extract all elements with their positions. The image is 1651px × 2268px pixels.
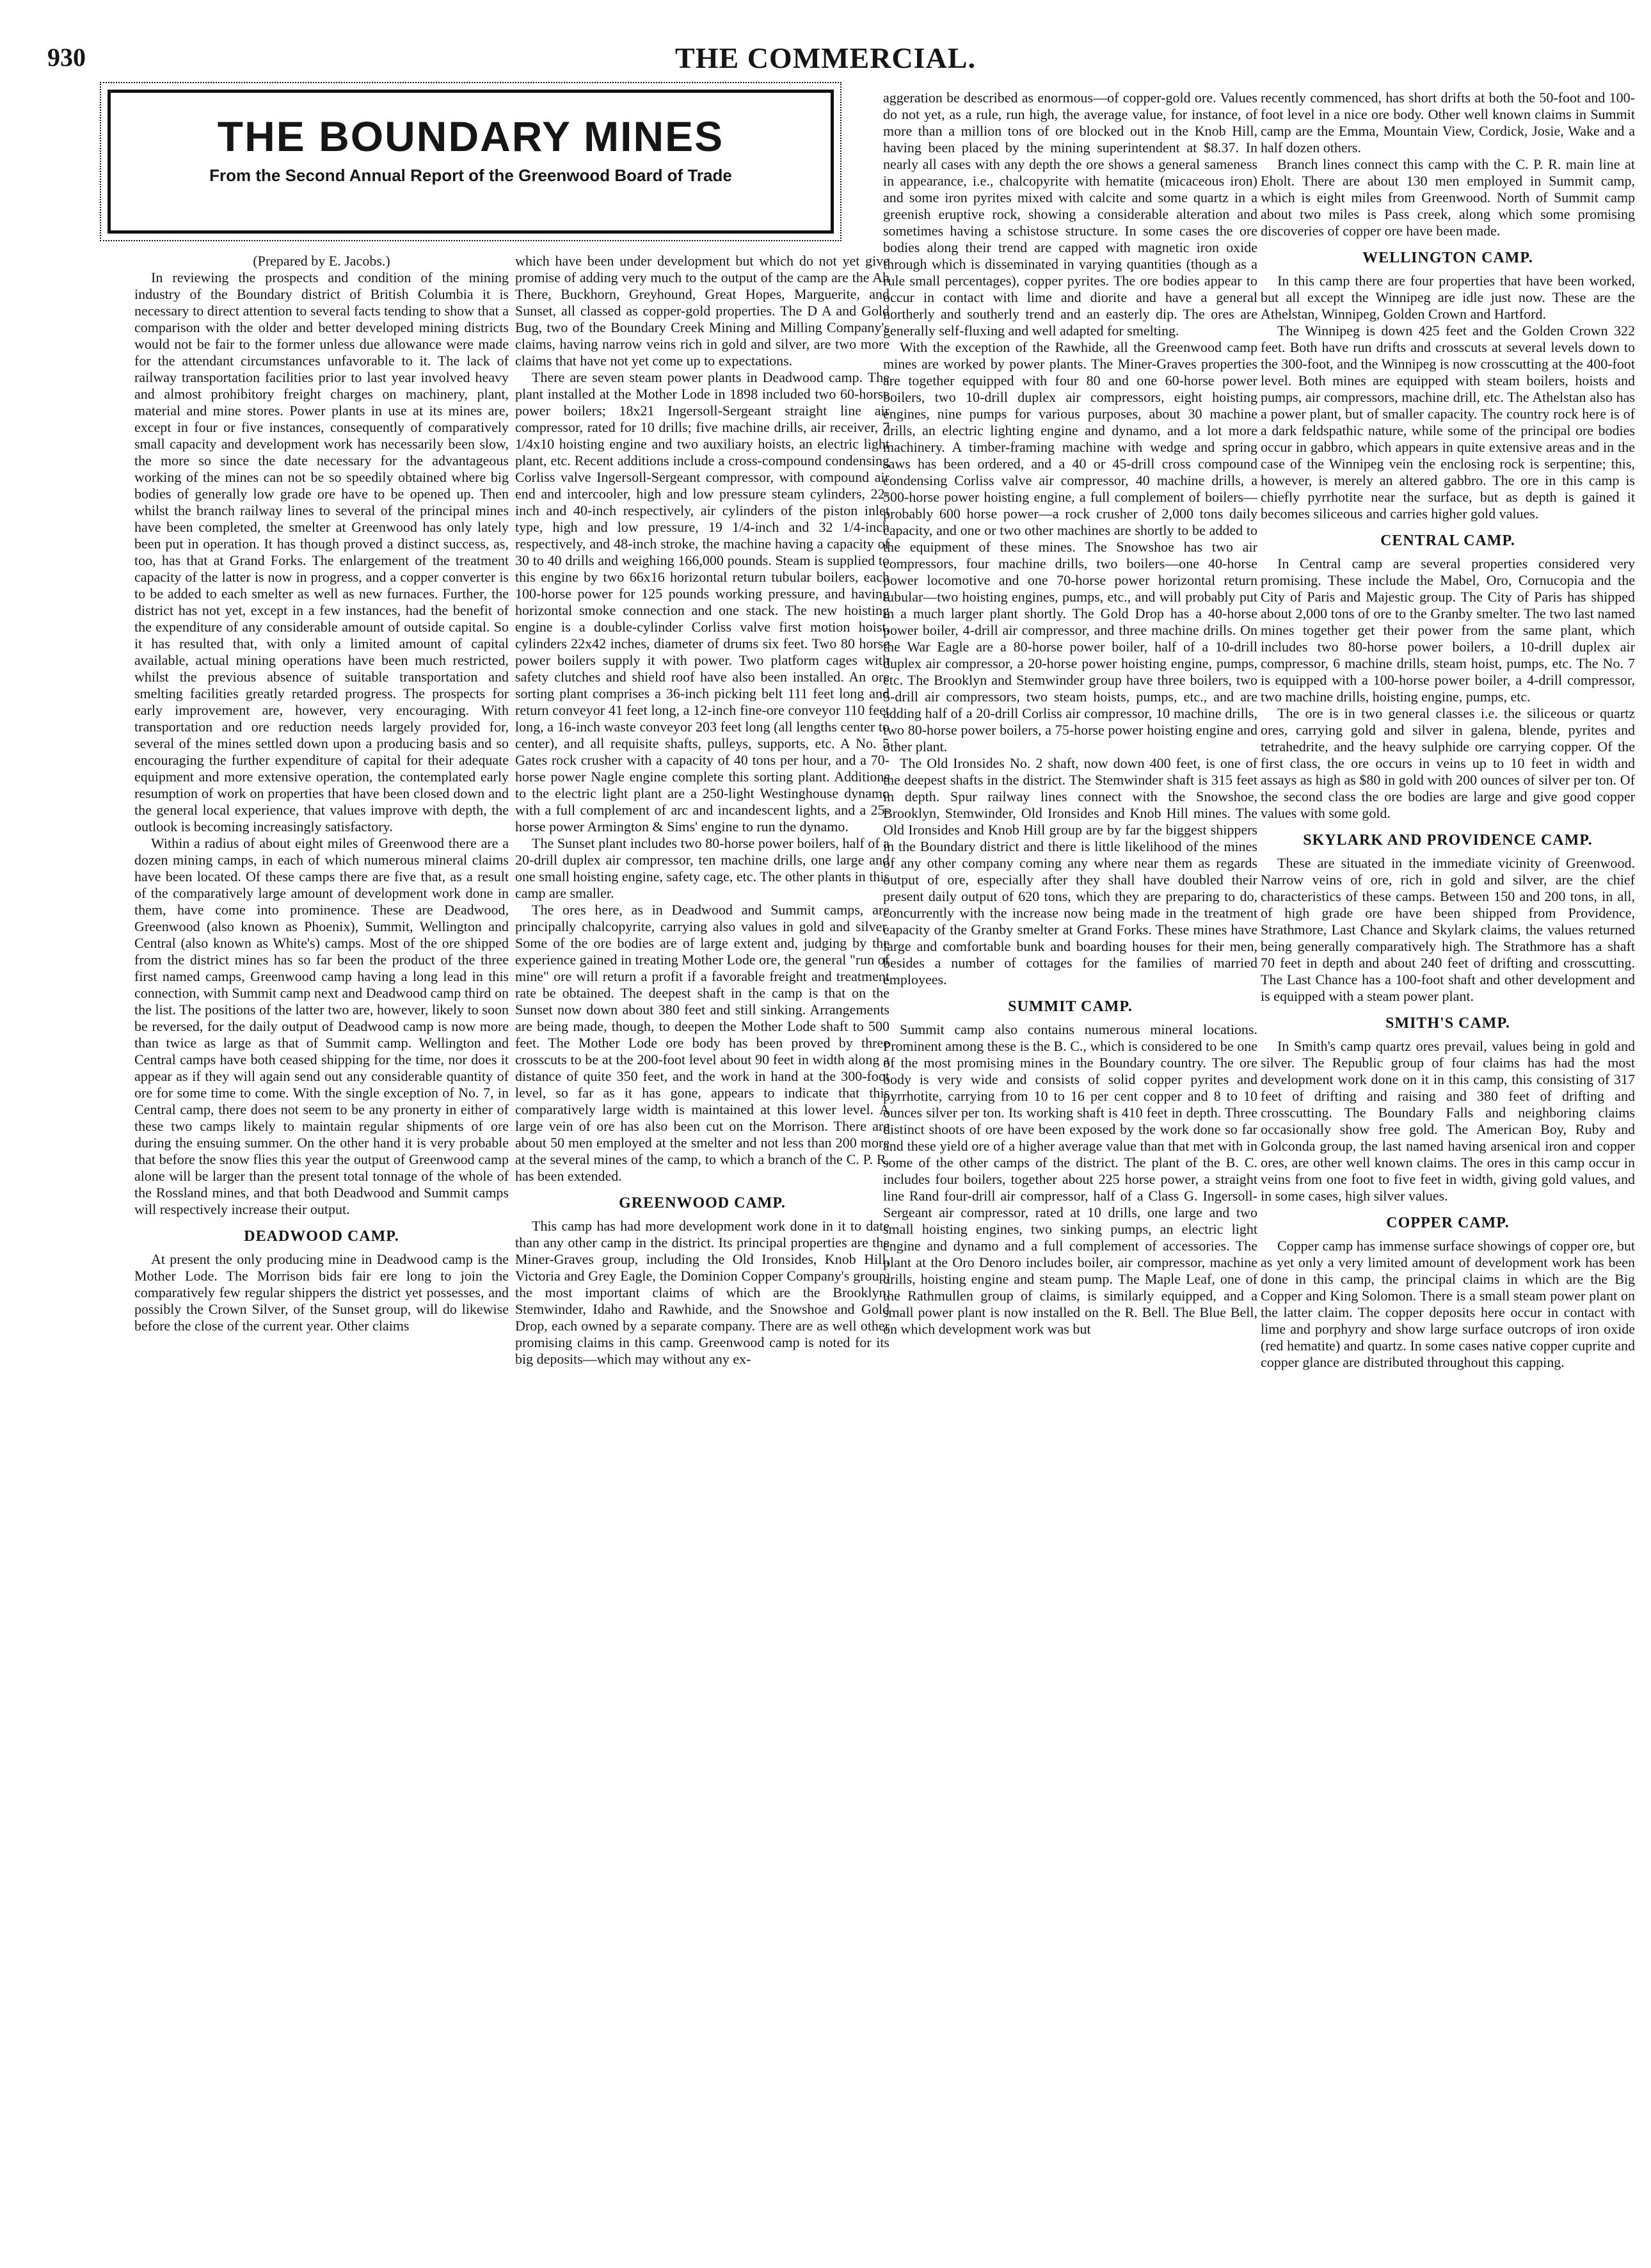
page-number: 930 xyxy=(47,43,86,72)
paragraph: The Old Ironsides No. 2 shaft, now down 400 feet, is one of the deepest shafts in the district. The Stemwinder shaft is 315 feet in depth. Spur railway lines connect with the Snowshoe, Brooklyn, Stemwinder, Old Ironsides and Knob Hill mines. The Old Ironsides and Knob Hill group are by far the biggest shippers in the Boundary district and there is little likelihood of the mines of any other company coming any where near them as regards output of ore, especially after they shall have doubled their present daily output of 620 tons, which they are preparing to do, concurrently with the increase now being made in the treatment capacity of the Granby smelter at Grand Forks. These mines have large and comfortable bunk and boarding houses for their men, besides a number of cottages for the families of married employees. xyxy=(883,755,1257,987)
publication-title: THE COMMERCIAL. xyxy=(675,42,976,74)
paragraph: Copper camp has immense surface showings of copper ore, but as yet only a very limited amount of development work has been done in this camp, the principal claims in which are the Big Copper and King Solomon. There is a small steam power plant on the latter claim. The copper deposits here occur in contact with lime and porphyry and show large surface outcrops of iron oxide (red hematite) and quartz. In some cases native copper cuprite and copper glance are distributed throughout this capping. xyxy=(1261,1238,1635,1370)
paragraph: The Winnipeg is down 425 feet and the Golden Crown 322 feet. Both have run drifts and crosscuts at several levels down to the 300-foot, and the Winnipeg is now crosscutting at the 400-foot level. Both mines are equipped with steam boilers, hoists and pumps, air compressors, machine drill, etc. The Athelstan also has a power plant, but of smaller capacity. The country rock here is of a dark feldspathic nature, while some of the principal ore bodies occur in gabbro, which appears in quite extensive areas and in the case of the Winnipeg vein the enclosing rock is serpentine; this, however, is merely an altered gabbro. The ore in this camp is chiefly pyrrhotite near the surface, but as depth is gained it becomes siliceous and carries higher gold values. xyxy=(1261,323,1635,522)
paragraph: There are seven steam power plants in Deadwood camp. The plant installed at the Mother Lode in 1898 included two 60-horse power boilers; 18x21 Ingersoll-Sergeant straight line air compressor, rated for 10 drills; five machine drills, air receiver, 7 1/4x10 hoisting engine and two auxiliary hoists, an electric light plant, etc. Recent additions include a cross-compound condensing Corliss valve Ingersoll-Sergeant compressor, with compound air end and intercooler, high and low pressure steam cylinders, 22-inch and 40-inch respectively, air cylinders of the piston inlet type, high and low pressure, 19 1/4-inch and 32 1/4-inch respectively, and 48-inch stroke, the machine having a capacity of 30 to 40 drills and weighing 166,000 pounds. Steam is supplied to this engine by two 66x16 horizontal return tubular boilers, each 100-horse power for 125 pounds working pressure, and having horizontal smoke connection and one stack. The new hoisting engine is a double-cylinder Corliss valve first motion hoist, cylinders 22x42 inches, diameter of drums six feet. Two 80 horse power boilers supply it with power. Two platform cages with safety clutches and shield roof have also been installed. An ore sorting plant comprises a 36-inch picking belt 111 feet long and return conveyor 41 feet long, a 12-inch fine-ore conveyor 110 feet long, a 16-inch waste conveyor 203 feet long (all lengths center to center), and all requisite shafts, pulleys, supports, etc. A No. 5 Gates rock crusher with a capacity of 40 tons per hour, and a 70-horse power Nagle engine complete this sorting plant. Additions to the electric light plant are a 250-light Westinghouse dynamo with a full complement of arc and incandescent lights, and a 25-horse power Armington & Sims' engine to run the dynamo. xyxy=(515,369,889,835)
paragraph: The Sunset plant includes two 80-horse power boilers, half of a 20-drill duplex air compressor, ten machine drills, one large and one small hoisting engine, safety cage, etc. The other plants in this camp are smaller. xyxy=(515,835,889,901)
paragraph: At present the only producing mine in Deadwood camp is the Mother Lode. The Morrison bids fair ere long to join the comparatively few regular shippers the district yet possesses, and possibly the Crown Silver, of the Sunset group, will do likewise before the close of the current year. Other claims xyxy=(134,1251,509,1334)
section-heading-skylark: SKYLARK AND PROVIDENCE CAMP. xyxy=(1303,832,1593,849)
paragraph: aggeration be described as enormous—of copper-gold ore. Values do not yet, as a rule, run high, the average value, for instance, of more than a million tons of ore blocked out in the Knob Hill, having been placed by the mining superintendent at $8.37. In nearly all cases with any depth the ore shows a general sameness in appearance, i.e., chalcopyrite with hematite (micaceous iron) and some iron pyrites mixed with calcite and some quartz in a greenish eruptive rock, showing a considerable alteration and sometimes having a schistose structure. In some cases the ore bodies along their trend are capped with magnetic iron oxide through which is disseminated in varying quantities (though as a rule small percentages), copper pyrites. The ore bodies appear to occur in contact with lime and diorite and have a general northerly and southerly trend and an easterly dip. The ores are generally self-fluxing and well adapted for smelting. xyxy=(883,90,1257,339)
section-heading-smiths: SMITH'S CAMP. xyxy=(1385,1015,1510,1032)
paragraph: With the exception of the Rawhide, all the Greenwood camp mines are worked by power plants. The Miner-Graves properties are together equipped with four 80 and one 60-horse power boilers, two 10-drill duplex air compressors, eight hoisting engines, nine pumps for various purposes, about 30 machine drills, an electric lighting engine and dynamo, and a lot more machinery. A timber-framing machine with wedge and spring saws has been ordered, and a 40 or 45-drill cross compound condensing Corliss valve air compressor, 40 machine drills, a 500-horse power hoisting engine, a full complement of boilers—probably 600 horse power—a rock crusher of 2,000 tons daily capacity, and one or two other machines are shortly to be added to the equipment of these mines. The Snowshoe has two air compressors, four machine drills, two boilers—one 40-horse power locomotive and one 70-horse power horizontal return tubular—two hoisting engines, pumps, etc., and will probably put in a much larger plant shortly. The Gold Drop has a 40-horse power boiler, 4-drill air compressor, and three machine drills. On the War Eagle are a 80-horse power boiler, half of a 10-drill duplex air compressor, a 20-horse power hoisting engine, pumps, etc. The Brooklyn and Stemwinder group have three boilers, two 5-drill air compressors, two steam hoists, pumps, etc., and are adding half of a 20-drill Corliss air compressor, 10 machine drills, two 80-horse power boilers, a 75-horse power hoisting engine and other plant. xyxy=(883,339,1257,755)
paragraph: recently commenced, has short drifts at both the 50-foot and 100-foot level in a nice ore body. Other well known claims in Summit camp are the Emma, Mountain View, Cordick, Josie, Wake and a half dozen others. xyxy=(1261,90,1635,156)
paragraph: The ores here, as in Deadwood and Summit camps, are principally chalcopyrite, carrying also values in gold and silver. Some of the ore bodies are of large extent and, judging by the experience gained in treating Mother Lode ore, the general "run of mine" ore will return a profit if a favorable freight and treatment rate be obtained. The deepest shaft in the camp is that on the Sunset now down about 380 feet and still sinking. Arrangements are being made, though, to deepen the Mother Lode shaft to 500 feet. The Mother Lode ore body has been proved by three crosscuts to be at the 200-foot level about 90 feet in width along a distance of quite 350 feet, and the work in hand at the 300-foot level, so far as it has gone, appears to indicate that this comparatively large width is maintained at this lower level. A large vein of ore has also been cut on the Morrison. There are about 50 men employed at the smelter and not less than 200 more at the several mines of the camp, to which a branch of the C. P. R. has been extended. xyxy=(515,902,889,1184)
paragraph: Summit camp also contains numerous mineral locations. Prominent among these is the B. C., which is considered to be one of the most promising mines in the Boundary country. The ore body is very wide and consists of solid copper pyrites and pyrrhotite, carrying from 10 to 16 per cent copper and 8 to 10 ounces silver per ton. Its working shaft is 410 feet in depth. Three distinct shoots of ore have been exposed by the work done so far and these yield ore of a higher average value than that met with in some of the other camps of the district. The plant of the B. C. includes four boilers, together about 225 horse power, a straight line Rand four-drill air compressor, half of a Class G. Ingersoll-Sergeant air compressor, rated at 10 drills, one large and two small hoisting engines, two sinking pumps, an electric light engine and dynamo and a full complement of accessories. The plant at the Oro Denoro includes boiler, air compressor, machine drills, hoisting engine and steam pump. The Maple Leaf, one of the Rathmullen group of claims, is similarly equipped, and a small power plant is now installed on the R. Bell. The Blue Bell, on which development work was but xyxy=(883,1021,1257,1337)
paragraph: In reviewing the prospects and condition of the mining industry of the Boundary district of British Columbia it is necessary to direct attention to several facts tending to show that a comparison with the older and better developed mining districts would not be fair to the former unless due allowance were made for the attendant circumstances unfavorable to it. The lack of railway transportation facilities prior to last year involved heavy and almost prohibitory freight charges on machinery, plant, material and mine stores. Power plants in use at its mines are, except in four or five instances, consequently of comparatively small capacity and development work has necessarily been slow, the more so since the date necessary for the advantageous working of the mines can not be so speedily obtained where big bodies of generally low grade ore have to be opened up. Then whilst the branch railway lines to several of the principal mines have been completed, the smelter at Greenwood has only lately been put in operation. It has though proved a distinct success, as, too, has that at Grand Forks. The enlargement of the treatment capacity of the latter is now in progress, and a copper converter is to be added to each smelter as well as new furnaces. Further, the district has not yet, except in a few instances, had the benefit of the expenditure of any considerable amount of outside capital. So it has resulted that, with only a limited amount of capital available, actual mining operations have been much restricted, whilst the previous absence of suitable transportation and smelting facilities greatly retarded progress. The prospects for early improvement are, however, very encouraging. With transportation and ore reduction needs largely provided for, several of the mines settled down upon a producing basis and so encouraging the further expenditure of capital for their adequate equipment and more extensive operation, the contemplated early resumption of work on properties that have been closed down and the general local experience, that values improve with depth, the outlook is becoming increasingly satisfactory. xyxy=(134,269,509,835)
section-heading-copper: COPPER CAMP. xyxy=(1386,1215,1510,1231)
section-heading-central: CENTRAL CAMP. xyxy=(1380,532,1515,549)
paragraph: In Central camp are several properties considered very promising. These include the Mabel, Oro, Cornucopia and the City of Paris and Majestic group. The City of Paris has shipped about 2,000 tons of ore to the Granby smelter. The two last named mines together get their power from the same plant, which includes two 80-horse power boilers, a 10-drill duplex air compressor, 6 machine drills, steam hoist, pumps, etc. The No. 7 is equipped with a 100-horse power boiler, a 4-drill compressor, two machine drills, hoisting engine, pumps, etc. xyxy=(1261,555,1635,705)
section-heading-deadwood: DEADWOOD CAMP. xyxy=(244,1228,399,1245)
column-4 xyxy=(1261,90,1635,2224)
column-2 xyxy=(515,253,889,2224)
paragraph: This camp has had more development work done in it to date than any other camp in the district. Its principal properties are the Miner-Graves group, including the Old Ironsides, Knob Hill, Victoria and Grey Eagle, the Dominion Copper Company's group, the most important claims of which are the Brooklyn, Stemwinder, Idaho and Rawhide, and the Snowshoe and Gold Drop, each owned by a separate company. There are as well other promising claims in this camp. Greenwood camp is noted for its big deposits—which may without any ex- xyxy=(515,1218,889,1367)
byline: (Prepared by E. Jacobs.) xyxy=(253,253,390,269)
paragraph: The ore is in two general classes i.e. the siliceous or quartz ores, carrying gold and silver in galena, blende, pyrites and tetrahedrite, and the heavy sulphide ore carrying copper. Of the first class, the ore occurs in veins up to 10 feet in width and assays as high as $80 in gold with 200 ounces of silver per ton. Of the second class the ore bodies are large and give good copper values with some gold. xyxy=(1261,705,1635,821)
paragraph: In this camp there are four properties that have been worked, but all except the Winnipeg are idle just now. These are the Athelstan, Winnipeg, Golden Crown and Hartford. xyxy=(1261,273,1635,322)
section-heading-greenwood: GREENWOOD CAMP. xyxy=(619,1195,786,1211)
paragraph: In Smith's camp quartz ores prevail, values being in gold and silver. The Republic group of four claims has had the most development work done on it in this camp, this consisting of 317 feet of drifting and raising and 380 feet of drifting and crosscutting. The Boundary Falls and neighboring claims occasionally show free gold. The American Boy, Ruby and Golconda group, the last named having arsenical iron and copper ores, are other well known claims. The ores in this camp occur in veins from one foot to five feet in width, giving gold values, and in some cases, high silver values. xyxy=(1261,1038,1635,1204)
paragraph: Within a radius of about eight miles of Greenwood there are a dozen mining camps, in each of which numerous mineral claims have been located. Of these camps there are five that, as a result of the comparatively large amount of development work done in them, have come into prominence. These are Deadwood, Greenwood (also known as Phoenix), Summit, Wellington and Central (also known as White's) camps. Most of the ore shipped from the district mines has so far been the product of the three first named camps, Greenwood camp having a long lead in this connection, with Summit camp next and Deadwood camp third on the list. The positions of the latter two are, however, likely to soon be reversed, for the daily output of Deadwood camp is now more than twice as large as that of Summit camp. Wellington and Central camps have both ceased shipping for the time, nor does it appear as if they will again send out any considerable quantity of ore for some time to come. With the single exception of No. 7, in Central camp, there does not seem to be any pronerty in either of these two camps likely to maintain regular shipments of ore during the ensuing summer. On the other hand it is very probable that before the snow flies this year the output of Greenwood camp alone will be larger than the present total tonnage of the whole of the Rossland mines, and that both Deadwood and Summit camps will respectively increase their output. xyxy=(134,835,509,1217)
article-title: THE BOUNDARY MINES xyxy=(217,113,724,160)
paragraph: Branch lines connect this camp with the C. P. R. main line at Eholt. There are about 130 men employed in Summit camp, which is eight miles from Greenwood. North of Summit camp about two miles is Pass creek, along which some promising discoveries of copper ore have been made. xyxy=(1261,156,1635,239)
column-1 xyxy=(134,253,509,2224)
section-heading-summit: SUMMIT CAMP. xyxy=(1008,998,1133,1015)
section-heading-wellington: WELLINGTON CAMP. xyxy=(1362,250,1533,266)
article-banner xyxy=(108,90,834,234)
running-header xyxy=(38,36,1613,87)
article-subtitle: From the Second Annual Report of the Greenwood Board of Trade xyxy=(209,166,732,185)
paragraph: These are situated in the immediate vicinity of Greenwood. Narrow veins of ore, rich in gold and silver, are the chief characteristics of these camps. Between 150 and 200 tons, in all, of high grade ore have been shipped from Providence, Strathmore, Last Chance and Skylark claims, the values returned being generally comparatively high. The Strathmore has a shaft 70 feet in depth and about 240 feet of drifting and crosscutting. The Last Chance has a 100-foot shaft and other development and is equipped with a steam power plant. xyxy=(1261,855,1635,1004)
paragraph: which have been under development but which do not yet give promise of adding very much to the output of the camp are the Ah There, Buckhorn, Greyhound, Great Hopes, Marguerite, and Sunset, all classed as copper-gold properties. The D A and Gold Bug, two of the Boundary Creek Mining and Milling Company's claims, having narrow veins rich in gold and silver, are two more claims that have not yet come up to expectations. xyxy=(515,253,889,369)
column-3 xyxy=(883,90,1257,2224)
